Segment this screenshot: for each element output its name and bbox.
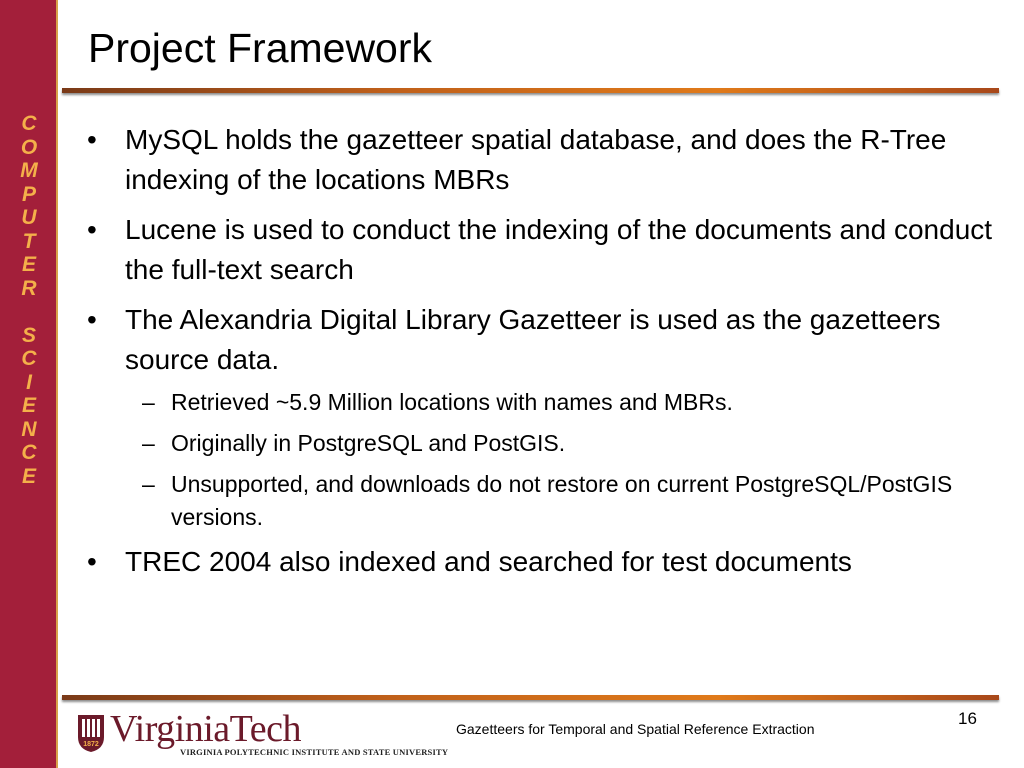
sidebar-banner: [0, 0, 58, 768]
footer-divider: [62, 695, 999, 700]
page-number: 16: [958, 709, 977, 728]
bullet-text: The Alexandria Digital Library Gazetteer is used as the gazetteers source data.: [125, 304, 941, 375]
sub-bullet-marker: –: [142, 389, 155, 415]
bullet-text: TREC 2004 also indexed and searched for test documents: [125, 546, 852, 577]
sub-bullet-marker: –: [142, 430, 155, 456]
sub-bullet-text: Originally in PostgreSQL and PostGIS.: [171, 430, 566, 456]
sidebar-letter: O: [20, 135, 38, 159]
bullet-marker: •: [87, 546, 97, 577]
sidebar-letter: C: [21, 441, 37, 464]
footer-text: Gazetteers for Temporal and Spatial Reference Extraction: [456, 721, 815, 737]
sub-bullet-marker: –: [142, 471, 155, 497]
sidebar-letter: C: [21, 112, 37, 135]
sub-bullet-text: Retrieved ~5.9 Million locations with names and MBRs.: [171, 389, 733, 415]
university-logo: [76, 708, 466, 761]
bullet-item: [84, 300, 996, 380]
seal-year: 1872: [83, 741, 99, 748]
sidebar-letter: E: [21, 464, 36, 488]
sidebar-letter: P: [21, 182, 36, 206]
sidebar-letter: S: [21, 323, 36, 347]
sidebar-letter: E: [21, 253, 36, 276]
logo-subline: VIRGINIA POLYTECHNIC INSTITUTE AND STATE UNIVERSITY: [180, 747, 449, 757]
sub-bullet-item: [84, 468, 996, 534]
sidebar-letter: R: [21, 276, 37, 300]
bullet-marker: •: [87, 304, 97, 335]
bullet-list: [84, 120, 996, 592]
sidebar-letter: C: [21, 347, 37, 370]
sidebar-letter: N: [21, 417, 37, 441]
sidebar-letter: M: [20, 159, 38, 182]
bullet-marker: •: [87, 124, 97, 155]
sidebar-letters: [0, 112, 58, 488]
slide-title: Project Framework: [88, 25, 433, 71]
sub-bullet-text: Unsupported, and downloads do not restore on current PostgreSQL/PostGIS versions.: [171, 471, 953, 530]
bullet-item: [84, 210, 996, 290]
sidebar-letter: T: [22, 229, 36, 253]
sub-bullet-item: [84, 427, 996, 460]
sidebar-letter: [0, 300, 58, 324]
sidebar-letter: E: [21, 394, 36, 417]
bullet-item: [84, 542, 996, 582]
bullet-text: Lucene is used to conduct the indexing of the documents and conduct the full-text search: [125, 214, 993, 285]
bullet-text: MySQL holds the gazetteer spatial database, and does the R-Tree indexing of the locations MBRs: [125, 124, 947, 195]
sidebar-letter: I: [26, 370, 32, 394]
title-divider: [62, 88, 999, 93]
sub-bullet-item: [84, 386, 996, 419]
logo-wordmark: VirginiaTech: [110, 708, 301, 750]
bullet-marker: •: [87, 214, 97, 245]
sidebar-letter: U: [21, 206, 37, 229]
bullet-item: [84, 120, 996, 200]
university-seal-icon: [76, 713, 106, 753]
